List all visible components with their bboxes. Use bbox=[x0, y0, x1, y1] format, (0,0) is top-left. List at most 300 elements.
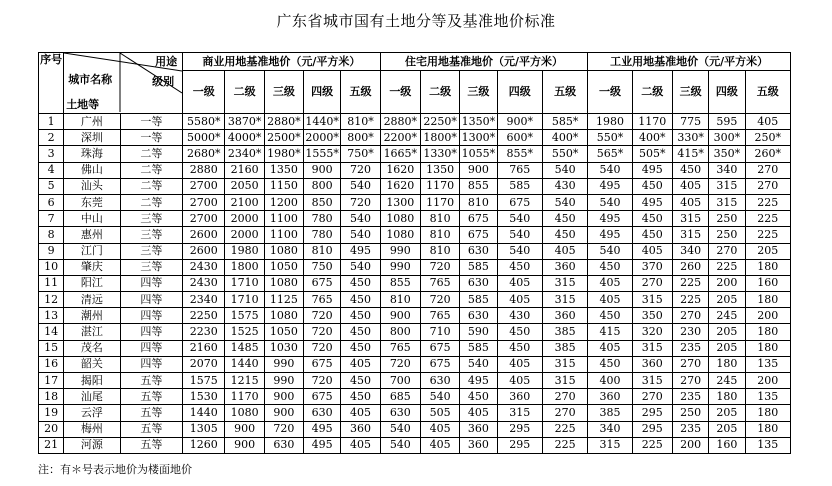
price-cell: 900 bbox=[380, 308, 420, 324]
price-cell: 405 bbox=[632, 243, 672, 259]
level-header: 四级 bbox=[304, 71, 341, 114]
price-cell: 315 bbox=[497, 405, 542, 421]
price-cell: 315 bbox=[542, 275, 587, 291]
price-cell: 385 bbox=[542, 324, 587, 340]
price-cell: 1440* bbox=[304, 114, 341, 130]
price-cell: 495 bbox=[341, 243, 380, 259]
price-cell: 630 bbox=[264, 437, 303, 453]
price-cell: 250* bbox=[745, 130, 791, 146]
price-cell: 1170 bbox=[632, 114, 672, 130]
price-cell: 230 bbox=[672, 324, 708, 340]
price-cell: 495 bbox=[588, 211, 632, 227]
price-cell: 1050 bbox=[264, 259, 303, 275]
price-cell: 1555* bbox=[304, 146, 341, 162]
price-cell: 1300 bbox=[380, 194, 420, 210]
price-cell: 495 bbox=[632, 162, 672, 178]
row-number: 7 bbox=[39, 211, 64, 227]
price-cell: 360 bbox=[542, 308, 587, 324]
price-cell: 2880* bbox=[264, 114, 303, 130]
price-cell: 260* bbox=[745, 146, 791, 162]
price-cell: 2600 bbox=[183, 243, 225, 259]
residential-header: 住宅用地基准地价（元/平方米） bbox=[380, 53, 588, 71]
price-cell: 450 bbox=[632, 211, 672, 227]
price-cell: 1350 bbox=[420, 162, 459, 178]
table-row bbox=[39, 292, 791, 308]
industrial-header: 工业用地基准地价（元/平方米） bbox=[588, 53, 791, 71]
price-cell: 270 bbox=[632, 389, 672, 405]
price-cell: 235 bbox=[672, 421, 708, 437]
price-cell: 350 bbox=[632, 308, 672, 324]
price-cell: 2600 bbox=[183, 227, 225, 243]
price-cell: 675 bbox=[420, 356, 459, 372]
price-cell: 720 bbox=[420, 259, 459, 275]
price-cell: 540 bbox=[341, 227, 380, 243]
seq-header: 序号 bbox=[39, 53, 64, 114]
price-cell: 505 bbox=[420, 405, 459, 421]
price-cell: 315 bbox=[542, 356, 587, 372]
price-cell: 1665* bbox=[380, 146, 420, 162]
price-cell: 800 bbox=[380, 324, 420, 340]
price-cell: 1980 bbox=[225, 243, 264, 259]
table-row bbox=[39, 243, 791, 259]
land-grade: 五等 bbox=[120, 437, 182, 453]
price-cell: 400 bbox=[588, 373, 632, 389]
table-row bbox=[39, 178, 791, 194]
price-cell: 495 bbox=[632, 194, 672, 210]
price-cell: 585 bbox=[460, 259, 497, 275]
price-cell: 1350* bbox=[460, 114, 497, 130]
price-cell: 360 bbox=[542, 259, 587, 275]
price-cell: 1030 bbox=[264, 340, 303, 356]
land-grade: 三等 bbox=[120, 243, 182, 259]
price-cell: 540 bbox=[341, 211, 380, 227]
price-cell: 540 bbox=[588, 243, 632, 259]
price-cell: 750 bbox=[304, 259, 341, 275]
price-cell: 2880 bbox=[183, 162, 225, 178]
level-header: 四级 bbox=[709, 71, 745, 114]
price-cell: 2000* bbox=[304, 130, 341, 146]
price-cell: 720 bbox=[264, 421, 303, 437]
price-cell: 1575 bbox=[183, 373, 225, 389]
price-cell: 1350 bbox=[264, 162, 303, 178]
price-cell: 450 bbox=[341, 308, 380, 324]
price-cell: 675 bbox=[304, 356, 341, 372]
price-cell: 300* bbox=[709, 130, 745, 146]
page-title: 广东省城市国有土地分等及基准地价标准 bbox=[276, 12, 556, 30]
level-header: 一级 bbox=[380, 71, 420, 114]
price-cell: 1330* bbox=[420, 146, 459, 162]
city-name: 东莞 bbox=[64, 194, 120, 210]
price-cell: 250 bbox=[709, 211, 745, 227]
price-cell: 590 bbox=[460, 324, 497, 340]
price-cell: 2700 bbox=[183, 211, 225, 227]
price-cell: 245 bbox=[709, 373, 745, 389]
price-cell: 360 bbox=[341, 421, 380, 437]
price-cell: 225 bbox=[745, 194, 791, 210]
land-grade: 二等 bbox=[120, 146, 182, 162]
price-cell: 450 bbox=[341, 389, 380, 405]
price-cell: 1980 bbox=[588, 114, 632, 130]
city-name: 韶关 bbox=[64, 356, 120, 372]
price-cell: 405 bbox=[497, 292, 542, 308]
price-cell: 495 bbox=[304, 437, 341, 453]
price-cell: 295 bbox=[497, 437, 542, 453]
price-cell: 415 bbox=[588, 324, 632, 340]
price-cell: 295 bbox=[632, 421, 672, 437]
land-grade: 二等 bbox=[120, 178, 182, 194]
land-grade: 二等 bbox=[120, 162, 182, 178]
price-cell: 900 bbox=[264, 405, 303, 421]
row-number: 8 bbox=[39, 227, 64, 243]
price-cell: 585 bbox=[460, 292, 497, 308]
price-cell: 2700 bbox=[183, 194, 225, 210]
price-cell: 850 bbox=[304, 194, 341, 210]
price-cell: 245 bbox=[709, 308, 745, 324]
price-cell: 315 bbox=[632, 340, 672, 356]
land-grade: 四等 bbox=[120, 292, 182, 308]
price-cell: 340 bbox=[588, 421, 632, 437]
price-cell: 225 bbox=[672, 292, 708, 308]
price-cell: 200 bbox=[745, 308, 791, 324]
price-cell: 1485 bbox=[225, 340, 264, 356]
price-cell: 685 bbox=[380, 389, 420, 405]
price-cell: 405 bbox=[497, 356, 542, 372]
city-name: 佛山 bbox=[64, 162, 120, 178]
price-cell: 765 bbox=[304, 292, 341, 308]
price-cell: 450 bbox=[588, 308, 632, 324]
price-cell: 765 bbox=[380, 340, 420, 356]
price-cell: 540 bbox=[497, 227, 542, 243]
price-cell: 360 bbox=[497, 389, 542, 405]
price-cell: 2160 bbox=[183, 340, 225, 356]
price-cell: 270 bbox=[745, 178, 791, 194]
price-cell: 415* bbox=[672, 146, 708, 162]
land-grade: 四等 bbox=[120, 340, 182, 356]
price-cell: 765 bbox=[497, 162, 542, 178]
price-cell: 225 bbox=[745, 211, 791, 227]
price-cell: 540 bbox=[420, 389, 459, 405]
row-number: 12 bbox=[39, 292, 64, 308]
price-cell: 385 bbox=[588, 405, 632, 421]
price-cell: 2340 bbox=[183, 292, 225, 308]
price-cell: 540 bbox=[460, 356, 497, 372]
city-name: 湛江 bbox=[64, 324, 120, 340]
land-grade-label: 土地等 bbox=[66, 98, 100, 111]
city-name: 惠州 bbox=[64, 227, 120, 243]
price-cell: 315 bbox=[672, 227, 708, 243]
price-cell: 720 bbox=[341, 162, 380, 178]
price-cell: 205 bbox=[709, 340, 745, 356]
price-cell: 180 bbox=[745, 340, 791, 356]
price-cell: 180 bbox=[745, 259, 791, 275]
price-cell: 720 bbox=[304, 324, 341, 340]
price-cell: 205 bbox=[709, 421, 745, 437]
price-cell: 370 bbox=[632, 259, 672, 275]
price-cell: 270 bbox=[672, 373, 708, 389]
price-cell: 2430 bbox=[183, 275, 225, 291]
price-cell: 675 bbox=[420, 340, 459, 356]
price-cell: 1440 bbox=[183, 405, 225, 421]
price-cell: 405 bbox=[588, 340, 632, 356]
price-cell: 1080 bbox=[225, 405, 264, 421]
land-grade: 五等 bbox=[120, 373, 182, 389]
price-cell: 780 bbox=[304, 227, 341, 243]
price-cell: 1620 bbox=[380, 178, 420, 194]
city-name: 清远 bbox=[64, 292, 120, 308]
row-number: 11 bbox=[39, 275, 64, 291]
price-cell: 2700 bbox=[183, 178, 225, 194]
price-cell: 405 bbox=[460, 405, 497, 421]
price-cell: 400* bbox=[632, 130, 672, 146]
level-header: 一级 bbox=[183, 71, 225, 114]
price-cell: 800* bbox=[341, 130, 380, 146]
price-cell: 450 bbox=[341, 275, 380, 291]
price-cell: 810 bbox=[304, 243, 341, 259]
price-cell: 540 bbox=[588, 194, 632, 210]
price-cell: 135 bbox=[745, 389, 791, 405]
land-grade: 一等 bbox=[120, 114, 182, 130]
price-cell: 600* bbox=[497, 130, 542, 146]
price-cell: 180 bbox=[745, 421, 791, 437]
price-cell: 160 bbox=[709, 437, 745, 453]
price-cell: 720 bbox=[304, 340, 341, 356]
price-cell: 810 bbox=[420, 227, 459, 243]
price-cell: 405 bbox=[497, 275, 542, 291]
row-number: 4 bbox=[39, 162, 64, 178]
price-cell: 330* bbox=[672, 130, 708, 146]
table-row bbox=[39, 194, 791, 210]
row-number: 6 bbox=[39, 194, 64, 210]
land-grade: 三等 bbox=[120, 227, 182, 243]
price-cell: 900 bbox=[264, 389, 303, 405]
price-cell: 495 bbox=[460, 373, 497, 389]
price-cell: 675 bbox=[304, 275, 341, 291]
price-cell: 675 bbox=[460, 227, 497, 243]
price-cell: 700 bbox=[380, 373, 420, 389]
land-grade: 一等 bbox=[120, 130, 182, 146]
price-cell: 235 bbox=[672, 340, 708, 356]
price-cell: 765 bbox=[420, 275, 459, 291]
price-cell: 505* bbox=[632, 146, 672, 162]
price-cell: 405 bbox=[341, 437, 380, 453]
price-cell: 1055* bbox=[460, 146, 497, 162]
price-cell: 720 bbox=[304, 308, 341, 324]
price-cell: 550* bbox=[542, 146, 587, 162]
price-cell: 205 bbox=[709, 324, 745, 340]
price-cell: 630 bbox=[460, 308, 497, 324]
price-cell: 540 bbox=[341, 178, 380, 194]
price-cell: 200 bbox=[672, 437, 708, 453]
table-row bbox=[39, 162, 791, 178]
level-header: 二级 bbox=[420, 71, 459, 114]
row-number: 1 bbox=[39, 114, 64, 130]
price-cell: 675 bbox=[497, 194, 542, 210]
level-header: 二级 bbox=[632, 71, 672, 114]
table-row bbox=[39, 211, 791, 227]
city-name: 河源 bbox=[64, 437, 120, 453]
price-cell: 405 bbox=[341, 405, 380, 421]
price-cell: 855* bbox=[497, 146, 542, 162]
level-header: 五级 bbox=[341, 71, 380, 114]
price-cell: 540 bbox=[341, 259, 380, 275]
price-cell: 630 bbox=[304, 405, 341, 421]
price-cell: 225 bbox=[542, 421, 587, 437]
price-cell: 1980* bbox=[264, 146, 303, 162]
level-header: 五级 bbox=[745, 71, 791, 114]
city-name: 汕头 bbox=[64, 178, 120, 194]
row-number: 19 bbox=[39, 405, 64, 421]
city-name: 肇庆 bbox=[64, 259, 120, 275]
table-row bbox=[39, 114, 791, 130]
price-cell: 810 bbox=[460, 194, 497, 210]
price-cell: 1170 bbox=[420, 194, 459, 210]
land-grade: 四等 bbox=[120, 356, 182, 372]
price-cell: 405 bbox=[745, 114, 791, 130]
price-cell: 750* bbox=[341, 146, 380, 162]
price-cell: 1525 bbox=[225, 324, 264, 340]
price-cell: 1800* bbox=[420, 130, 459, 146]
price-cell: 900 bbox=[304, 162, 341, 178]
price-cell: 405 bbox=[672, 178, 708, 194]
level-header: 三级 bbox=[672, 71, 708, 114]
grade-label: 级别 bbox=[152, 75, 175, 88]
price-cell: 720 bbox=[304, 373, 341, 389]
price-cell: 720 bbox=[380, 356, 420, 372]
land-grade: 四等 bbox=[120, 275, 182, 291]
price-cell: 2430 bbox=[183, 259, 225, 275]
price-cell: 430 bbox=[497, 308, 542, 324]
price-cell: 270 bbox=[632, 275, 672, 291]
price-cell: 1080 bbox=[264, 275, 303, 291]
row-number: 21 bbox=[39, 437, 64, 453]
price-cell: 540 bbox=[588, 162, 632, 178]
price-cell: 810 bbox=[420, 243, 459, 259]
price-cell: 780 bbox=[304, 211, 341, 227]
table-row bbox=[39, 259, 791, 275]
price-cell: 630 bbox=[460, 243, 497, 259]
row-number: 5 bbox=[39, 178, 64, 194]
level-header: 四级 bbox=[497, 71, 542, 114]
price-cell: 450 bbox=[542, 211, 587, 227]
price-cell: 775 bbox=[672, 114, 708, 130]
land-grade: 三等 bbox=[120, 259, 182, 275]
price-cell: 205 bbox=[745, 243, 791, 259]
land-grade: 三等 bbox=[120, 211, 182, 227]
price-cell: 1170 bbox=[420, 178, 459, 194]
price-cell: 1215 bbox=[225, 373, 264, 389]
city-name: 潮州 bbox=[64, 308, 120, 324]
city-name: 珠海 bbox=[64, 146, 120, 162]
price-cell: 235 bbox=[672, 389, 708, 405]
table-row bbox=[39, 308, 791, 324]
price-cell: 315 bbox=[632, 292, 672, 308]
price-cell: 550* bbox=[588, 130, 632, 146]
table-row bbox=[39, 324, 791, 340]
price-cell: 405 bbox=[588, 275, 632, 291]
price-cell: 1710 bbox=[225, 275, 264, 291]
price-cell: 360 bbox=[460, 421, 497, 437]
table-row bbox=[39, 227, 791, 243]
price-cell: 720 bbox=[420, 292, 459, 308]
price-cell: 225 bbox=[745, 227, 791, 243]
city-name: 茂名 bbox=[64, 340, 120, 356]
price-cell: 315 bbox=[709, 178, 745, 194]
price-cell: 2100 bbox=[225, 194, 264, 210]
city-name: 揭阳 bbox=[64, 373, 120, 389]
row-number: 14 bbox=[39, 324, 64, 340]
price-cell: 315 bbox=[542, 292, 587, 308]
price-cell: 1050 bbox=[264, 324, 303, 340]
price-cell: 405 bbox=[588, 292, 632, 308]
price-cell: 385 bbox=[542, 340, 587, 356]
price-cell: 225 bbox=[672, 275, 708, 291]
table-row bbox=[39, 146, 791, 162]
price-cell: 295 bbox=[497, 421, 542, 437]
price-cell: 2340* bbox=[225, 146, 264, 162]
price-cell: 630 bbox=[420, 373, 459, 389]
price-cell: 1080 bbox=[380, 211, 420, 227]
price-cell: 720 bbox=[341, 194, 380, 210]
price-cell: 360 bbox=[588, 389, 632, 405]
price-cell: 2000 bbox=[225, 227, 264, 243]
level-header: 五级 bbox=[542, 71, 587, 114]
price-cell: 340 bbox=[709, 162, 745, 178]
price-cell: 450 bbox=[460, 389, 497, 405]
price-cell: 400* bbox=[542, 130, 587, 146]
price-cell: 810 bbox=[380, 292, 420, 308]
price-cell: 1170 bbox=[225, 389, 264, 405]
price-cell: 3870* bbox=[225, 114, 264, 130]
price-cell: 2250* bbox=[420, 114, 459, 130]
price-cell: 630 bbox=[460, 275, 497, 291]
price-cell: 990 bbox=[264, 373, 303, 389]
level-header: 三级 bbox=[460, 71, 497, 114]
price-cell: 250 bbox=[672, 405, 708, 421]
level-header: 三级 bbox=[264, 71, 303, 114]
price-cell: 135 bbox=[745, 437, 791, 453]
table-row bbox=[39, 356, 791, 372]
price-cell: 2050 bbox=[225, 178, 264, 194]
price-cell: 270 bbox=[709, 243, 745, 259]
price-cell: 1260 bbox=[183, 437, 225, 453]
price-cell: 565* bbox=[588, 146, 632, 162]
price-cell: 450 bbox=[341, 292, 380, 308]
price-cell: 585* bbox=[542, 114, 587, 130]
land-grade: 五等 bbox=[120, 421, 182, 437]
price-cell: 1125 bbox=[264, 292, 303, 308]
price-cell: 360 bbox=[632, 356, 672, 372]
price-cell: 1150 bbox=[264, 178, 303, 194]
price-cell: 1575 bbox=[225, 308, 264, 324]
price-cell: 1080 bbox=[380, 227, 420, 243]
table-row bbox=[39, 437, 791, 453]
price-cell: 900* bbox=[497, 114, 542, 130]
price-cell: 360 bbox=[460, 437, 497, 453]
price-cell: 180 bbox=[709, 389, 745, 405]
price-cell: 405 bbox=[542, 243, 587, 259]
row-number: 15 bbox=[39, 340, 64, 356]
price-cell: 160 bbox=[745, 275, 791, 291]
price-cell: 450 bbox=[497, 259, 542, 275]
price-cell: 540 bbox=[497, 243, 542, 259]
price-cell: 135 bbox=[745, 356, 791, 372]
city-name: 中山 bbox=[64, 211, 120, 227]
price-cell: 495 bbox=[588, 227, 632, 243]
price-cell: 405 bbox=[497, 373, 542, 389]
price-cell: 270 bbox=[672, 308, 708, 324]
price-cell: 585 bbox=[497, 178, 542, 194]
land-grade: 四等 bbox=[120, 308, 182, 324]
